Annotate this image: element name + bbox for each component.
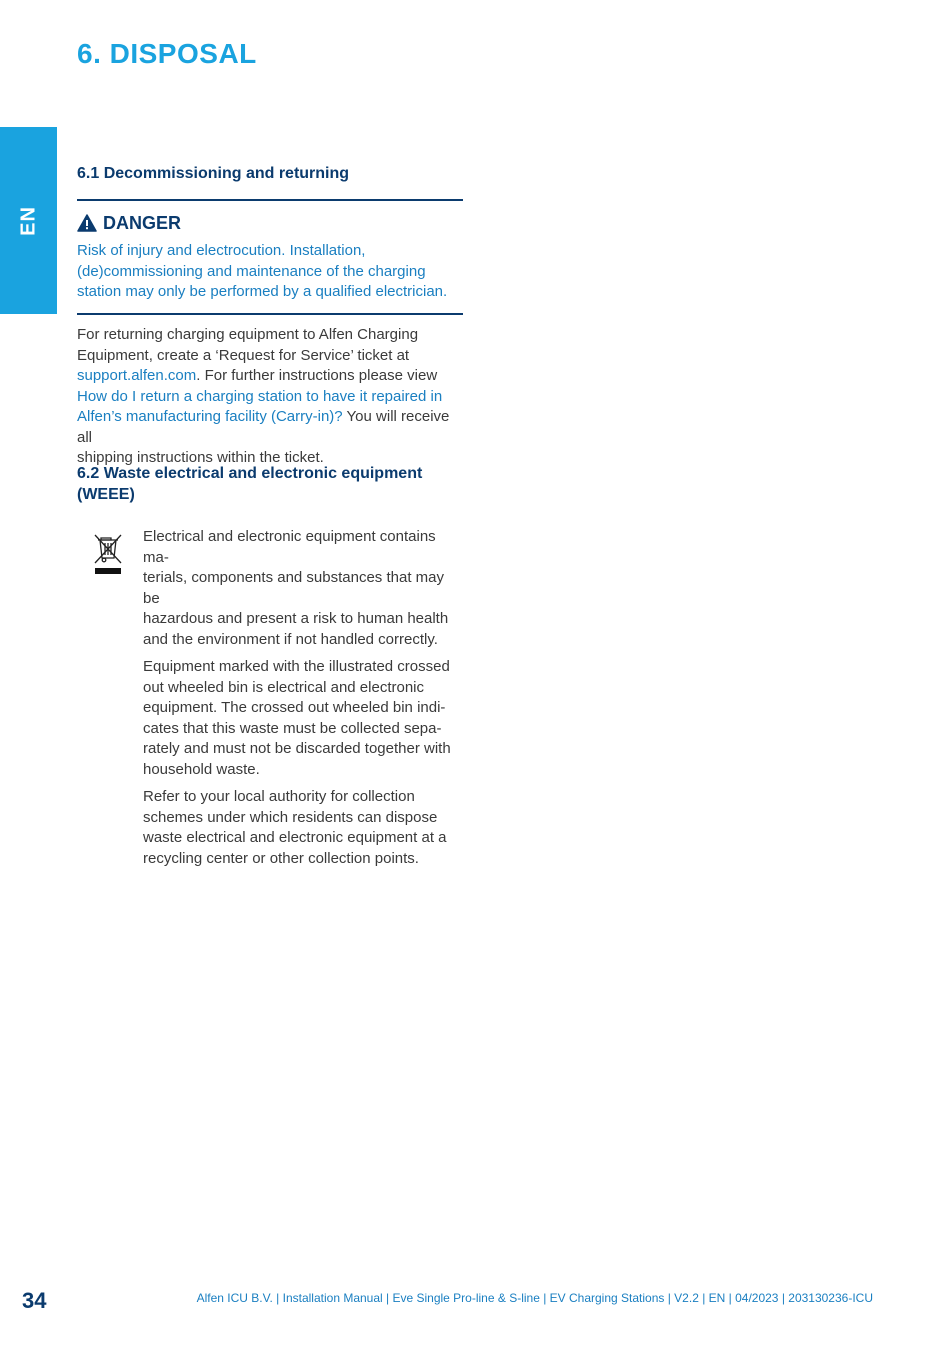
paragraph-line: household waste. [143, 760, 260, 778]
weee-paragraph [143, 787, 463, 869]
paragraph-line: shipping instructions within the ticket. [77, 449, 324, 466]
paragraph-line: Electrical and electronic equipment contains ma- [143, 528, 436, 566]
paragraph-line: equipment. The crossed out wheeled bin indi- [143, 699, 446, 716]
paragraph-line: and the environment if not handled correctly. [143, 630, 438, 648]
paragraph-text: You will receive all [77, 408, 450, 446]
paragraph-line: hazardous and present a risk to human health [143, 610, 449, 627]
paragraph-line: Equipment, create a ‘Request for Service’ ticket at [77, 346, 410, 364]
section-title-decommissioning: 6.1 Decommissioning and returning [77, 165, 350, 182]
footer-text: Alfen ICU B.V. | Installation Manual | Eve Single Pro-line & S-line | EV Charging Stations | V2.2 | EN | 04/2023 | 203130236-ICU [196, 1291, 873, 1305]
paragraph-line [77, 407, 463, 448]
paragraph-line: cates that this waste must be collected sepa- [143, 719, 442, 737]
danger-header [77, 211, 463, 235]
paragraph-line: rately and must not be discarded together with [143, 740, 451, 757]
danger-line: Risk of injury and electrocution. Installation, [77, 242, 366, 259]
section-title-weee [77, 463, 463, 505]
paragraph-line: out wheeled bin is electrical and electronic [143, 678, 424, 696]
danger-line: station may only be performed by a qualified electrician. [77, 283, 448, 300]
paragraph-line: terials, components and substances that may be [143, 569, 444, 607]
return-instructions-paragraph [77, 325, 463, 469]
paragraph-line: recycling center or other collection points. [143, 849, 419, 867]
weee-paragraph [143, 657, 463, 780]
paragraph-line: waste electrical and electronic equipment at a [143, 829, 447, 846]
paragraph-line [77, 366, 463, 387]
paragraph-text: . For further instructions please view [196, 367, 438, 384]
page-number: 34 [22, 1288, 47, 1313]
warning-triangle-icon [77, 214, 97, 232]
crossed-out-wheeled-bin-icon [91, 532, 125, 576]
danger-notice [77, 199, 463, 315]
howto-link[interactable]: How do I return a charging station to have it repaired in [77, 387, 443, 405]
support-link[interactable]: support.alfen.com [77, 367, 197, 384]
section-title-line: 6.2 Waste electrical and electronic equipment [77, 465, 423, 482]
weee-paragraph [143, 527, 463, 650]
chapter-title: 6. DISPOSAL [77, 38, 257, 69]
paragraph-line: schemes under which residents can dispose [143, 808, 438, 826]
danger-line: (de)commissioning and maintenance of the charging [77, 262, 426, 280]
howto-link-continued[interactable]: Alfen’s manufacturing facility (Carry-in)? [77, 408, 343, 425]
danger-text [77, 241, 463, 303]
language-tab-label: EN [17, 205, 39, 236]
paragraph-line: Equipment marked with the illustrated crossed [143, 658, 450, 675]
paragraph-line: For returning charging equipment to Alfen Charging [77, 326, 419, 343]
weee-description [143, 527, 463, 876]
danger-label: DANGER [103, 212, 182, 233]
paragraph-line: Refer to your local authority for collection [143, 788, 415, 805]
language-tab [0, 127, 57, 314]
section-title-line: (WEEE) [77, 486, 135, 503]
